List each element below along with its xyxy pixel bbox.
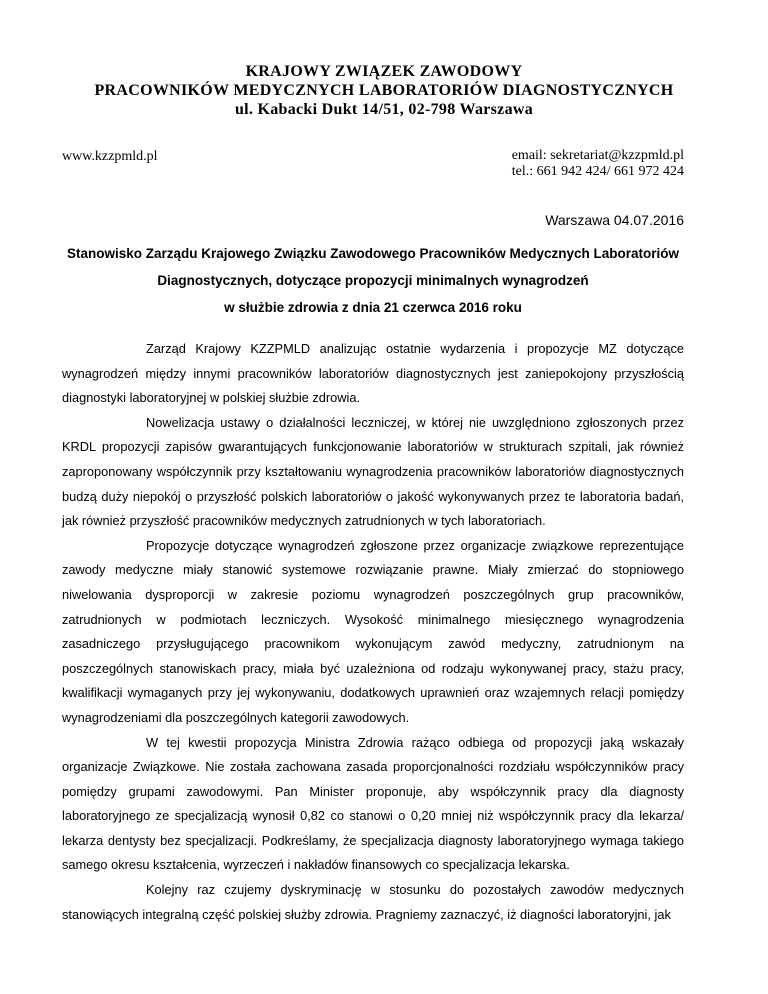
title-line3: w służbie zdrowia z dnia 21 czerwca 2016 roku — [224, 300, 522, 315]
title-line2: Diagnostycznych, dotyczące propozycji minimalnych wynagrodzeń — [157, 273, 589, 288]
letterhead — [0, 62, 768, 119]
paragraph: W tej kwestii propozycja Ministra Zdrowia rażąco odbiega od propozycji jaką wskazały organizacje Związkowe. Nie została zachowana zasada proporcjonalności rozdziału współczynników pracy pomiędzy grupami zawodowymi. Pan Minister proponuje, aby współczynnik pracy dla diagnosty laboratoryjnego ze specjalizacją wynosił 0,82 co stanowi o 0,20 mniej niż współczynnik pracy dla lekarza/ lekarza dentysty bez specjalizacji. Podkreślamy, że specjalizacja diagnosty laboratoryjnego wymaga takiego samego okresu kształcenia, wyrzeczeń i nakładów finansowych co specjalizacja lekarska. — [62, 734, 684, 873]
website-link[interactable]: www.kzzpmld.pl — [62, 149, 158, 164]
organization-name-line2: PRACOWNIKÓW MEDYCZNYCH LABORATORIÓW DIAGNOSTYCZNYCH — [94, 82, 674, 99]
document-title — [62, 240, 684, 321]
document-body — [62, 337, 684, 927]
paragraph: Zarząd Krajowy KZZPMLD analizując ostatnie wydarzenia i propozycje MZ dotyczące wynagrodzeń między innymi pracowników laboratoriów diagnostycznych jest zaniepokojony przyszłością diagnostyki laboratoryjnej w polskiej służbie zdrowia. — [62, 341, 684, 406]
email-link[interactable]: email: sekretariat@kzzpmld.pl — [511, 148, 684, 163]
title-line1: Stanowisko Zarządu Krajowego Związku Zawodowego Pracowników Medycznych Laboratoriów — [66, 246, 680, 261]
contact-block — [512, 148, 684, 180]
paragraph: Propozycje dotyczące wynagrodzeń zgłoszone przez organizacje związkowe reprezentujące zawody medyczne miały stanowić systemowe rozwiązanie prawne. Miały zmierzać do stopniowego niwelowania dysproporcji w zakresie poziomu wynagrodzeń poszczególnych grup pracowników, zatrudnionych w podmiotach leczniczych. Wysokość minimalnego miesięcznego wynagrodzenia zasadniczego przysługującego pracownikom wykonującym zawód medyczny, zatrudnionym na poszczególnych stanowiskach pracy, miała być uzależniona od rodzaju wykonywanej pracy, stażu pracy, kwalifikacji wymaganych przy jej wykonywaniu, dodatkowych uprawnień oraz wzajemnych relacji pomiędzy wynagrodzeniami dla poszczególnych kategorii zawodowych. — [62, 537, 684, 725]
date-line: Warszawa 04.07.2016 — [545, 212, 684, 228]
phone-numbers: tel.: 661 942 424/ 661 972 424 — [511, 164, 684, 179]
organization-name-line1: KRAJOWY ZWIĄZEK ZAWODOWY — [245, 63, 523, 80]
organization-address: ul. Kabacki Dukt 14/51, 02-798 Warszawa — [234, 101, 534, 118]
paragraph: Nowelizacja ustawy o działalności leczniczej, w której nie uwzględniono zgłoszonych przez KRDL propozycji zapisów gwarantujących funkcjonowanie laboratoriów w strukturach szpitali, jak również zaproponowany współczynnik przy kształtowaniu wynagrodzenia pracowników laboratoriów diagnostycznych budzą duży niepokój o przyszłość polskich laboratoriów o jakość wykonywanych przez te laboratoria badań, jak również przyszłość pracowników medycznych zatrudnionych w tych laboratoriach. — [62, 414, 684, 529]
paragraph: Kolejny raz czujemy dyskryminację w stosunku do pozostałych zawodów medycznych stanowiących integralną część polskiej służby zdrowia. Pragniemy zaznaczyć, iż diagności laboratoryjni, jak — [62, 882, 684, 922]
